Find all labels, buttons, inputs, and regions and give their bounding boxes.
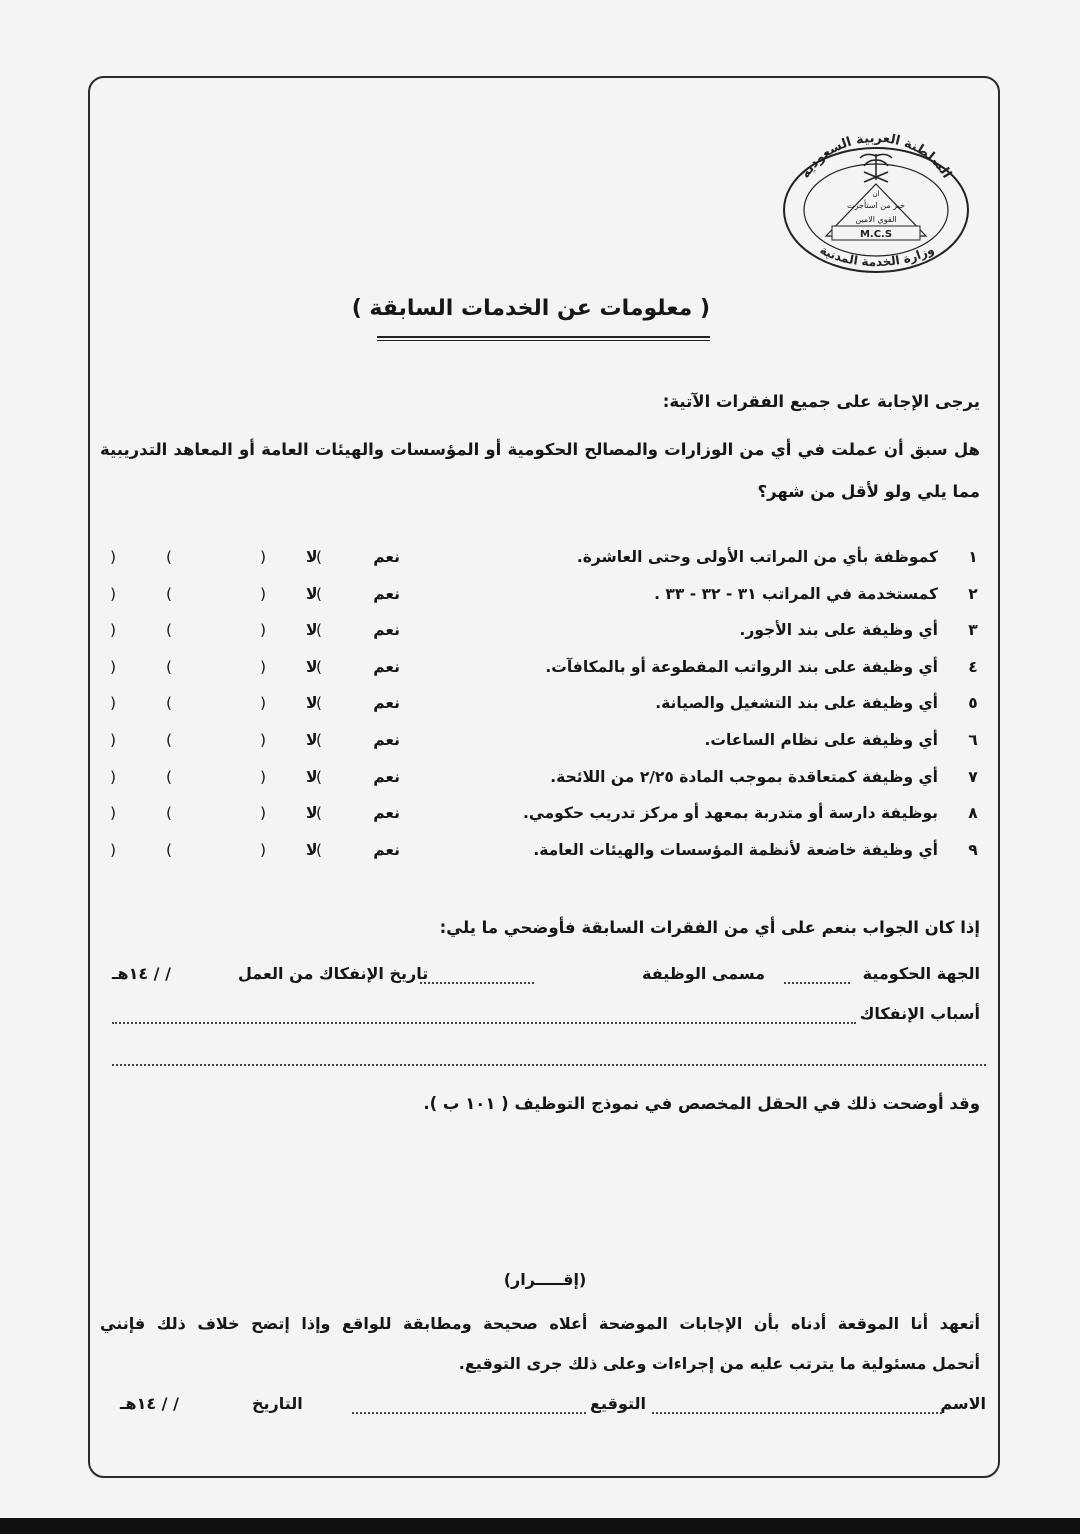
question-row (100, 621, 986, 651)
yes-close-paren: ) (260, 694, 267, 713)
question-number: ٧ (968, 767, 978, 786)
no-answer-box[interactable] (112, 694, 168, 716)
yes-label: نعم (373, 804, 400, 823)
no-open-paren: ( (166, 840, 173, 859)
yes-close-paren: ) (260, 657, 267, 676)
no-label: لا (306, 548, 318, 566)
date-label: التاريخ (252, 1394, 303, 1413)
yes-label: نعم (373, 657, 400, 676)
yes-open-paren: ( (316, 731, 323, 749)
seal-motto-3: القوي الامين (855, 215, 897, 224)
yes-open-paren: ( (316, 548, 323, 566)
yes-open-paren: ( (316, 584, 323, 603)
question-row (100, 548, 986, 578)
no-open-paren: ( (166, 731, 173, 749)
no-answer-box[interactable] (112, 548, 168, 570)
intro-line-3: مما يلي ولو لأقل من شهر؟ (757, 482, 980, 501)
no-label: لا (306, 694, 318, 713)
question-row (100, 804, 986, 834)
name-field[interactable] (652, 1412, 942, 1414)
yes-close-paren: ) (260, 584, 267, 603)
job-title-field[interactable] (420, 982, 534, 984)
question-text: بوظيفة دارسة أو متدربة بمعهد أو مركز تدريب حكومي. (523, 804, 938, 823)
no-open-paren: ( (166, 657, 173, 676)
intro-line-1: يرجى الإجابة على جميع الفقرات الآتية: (662, 392, 980, 411)
form-101b-note: وقد أوضحت ذلك في الحقل المخصص في نموذج التوظيف ( ١٠١ ب ). (423, 1094, 980, 1113)
yes-close-paren: ) (260, 731, 267, 749)
no-label: لا (306, 731, 318, 749)
no-answer-box[interactable] (112, 841, 168, 863)
yes-open-paren: ( (316, 840, 323, 859)
yes-close-paren: ) (260, 840, 267, 859)
ministry-seal (776, 124, 976, 274)
no-close-paren: ) (110, 548, 117, 566)
yes-label: نعم (373, 767, 400, 786)
yes-open-paren: ( (316, 694, 323, 713)
declaration-line-1: أتعهد أنا الموقعة أدناه بأن الإجابات الموضحة أعلاه صحيحة ومطابقة للواقع وإذا إتضح خلاف ذلك فإنني (100, 1314, 980, 1333)
no-close-paren: ) (110, 804, 117, 823)
yes-close-paren: ) (260, 621, 267, 640)
yes-label: نعم (373, 621, 400, 640)
seal-bottom-text: وزارة الخدمة المدنية (817, 242, 937, 270)
seal-top-text: السلطنة العربية السعودية (797, 130, 955, 182)
no-label: لا (306, 584, 318, 603)
yes-close-paren: ) (260, 804, 267, 823)
question-text: أي وظيفة على نظام الساعات. (704, 731, 938, 749)
yes-label: نعم (373, 548, 400, 566)
yes-close-paren: ) (260, 548, 267, 566)
no-open-paren: ( (166, 621, 173, 640)
seal-abbr: M.C.S (859, 229, 893, 240)
if-yes-instruction: إذا كان الجواب بنعم على أي من الفقرات السابقة فأوضحي ما يلي: (439, 918, 980, 937)
title-underline-2 (377, 340, 710, 341)
yes-open-paren: ( (316, 804, 323, 823)
question-number: ٢ (968, 584, 978, 603)
name-label: الاسم (940, 1394, 986, 1413)
yes-open-paren: ( (316, 767, 323, 786)
question-text: كمستخدمة في المراتب ٣١ - ٣٢ - ٣٣ . (654, 584, 938, 603)
no-label: لا (306, 657, 318, 676)
no-open-paren: ( (166, 584, 173, 603)
no-answer-box[interactable] (112, 585, 168, 607)
seal-motto-2: خير من استأجرت (847, 201, 905, 210)
declaration-heading: (إقـــــرار) (503, 1270, 587, 1289)
question-row (100, 658, 986, 688)
no-answer-box[interactable] (112, 658, 168, 680)
question-number: ٨ (968, 804, 978, 823)
no-close-paren: ) (110, 621, 117, 640)
yes-close-paren: ) (260, 767, 267, 786)
question-number: ٦ (968, 731, 978, 749)
no-close-paren: ) (110, 657, 117, 676)
title-underline (377, 336, 710, 338)
signature-label: التوقيع (590, 1394, 646, 1413)
question-row (100, 768, 986, 798)
gov-entity-label: الجهة الحكومية (862, 964, 980, 983)
no-close-paren: ) (110, 731, 117, 749)
question-number: ٥ (968, 694, 978, 713)
signature-field[interactable] (352, 1412, 586, 1414)
no-open-paren: ( (166, 548, 173, 566)
no-close-paren: ) (110, 767, 117, 786)
no-close-paren: ) (110, 584, 117, 603)
scan-bottom-edge (0, 1518, 1080, 1534)
yes-label: نعم (373, 584, 400, 603)
question-row (100, 731, 986, 761)
separation-date-field[interactable]: / / ١٤هـ (112, 964, 171, 983)
yes-label: نعم (373, 694, 400, 713)
question-text: أي وظيفة كمتعاقدة بموجب المادة ٢/٢٥ من اللائحة. (550, 767, 938, 786)
question-number: ١ (968, 548, 978, 566)
no-open-paren: ( (166, 694, 173, 713)
no-label: لا (306, 840, 318, 859)
question-text: أي وظيفة على بند الرواتب المقطوعة أو بالمكافآت. (545, 657, 938, 676)
gov-entity-field[interactable] (784, 982, 850, 984)
page-title: ( معلومات عن الخدمات السابقة ) (351, 296, 710, 321)
intro-line-2: هل سبق أن عملت في أي من الوزارات والمصالح الحكومية أو المؤسسات والهيئات العامة أو المعاهد التدريبية (100, 440, 980, 459)
question-text: أي وظيفة خاضعة لأنظمة المؤسسات والهيئات العامة. (533, 840, 938, 859)
separation-reasons-label: أسباب الإنفكاك (859, 1004, 980, 1023)
yes-open-paren: ( (316, 621, 323, 640)
yes-open-paren: ( (316, 657, 323, 676)
declaration-line-2: أتحمل مسئولية ما يترتب عليه من إجراءات وعلى ذلك جرى التوقيع. (458, 1354, 980, 1373)
question-row (100, 585, 986, 615)
question-row (100, 694, 986, 724)
separation-reasons-field[interactable] (112, 1022, 856, 1024)
no-label: لا (306, 767, 318, 786)
question-text: كموظفة بأي من المراتب الأولى وحتى العاشرة. (576, 548, 938, 566)
question-text: أي وظيفة على بند التشغيل والصيانة. (655, 694, 938, 713)
no-label: لا (306, 621, 318, 640)
no-close-paren: ) (110, 840, 117, 859)
no-open-paren: ( (166, 804, 173, 823)
date-field[interactable]: / / ١٤هـ (120, 1394, 179, 1413)
question-text: أي وظيفة على بند الأجور. (739, 621, 938, 640)
no-answer-box[interactable] (112, 768, 168, 790)
separation-date-label: تاريخ الإنفكاك من العمل (238, 964, 429, 983)
seal-motto-1: ان (872, 190, 880, 198)
no-answer-box[interactable] (112, 804, 168, 826)
job-title-label: مسمى الوظيفة (642, 964, 766, 983)
no-label: لا (306, 804, 318, 823)
yes-label: نعم (373, 840, 400, 859)
question-number: ٤ (968, 657, 978, 676)
no-answer-box[interactable] (112, 621, 168, 643)
yes-label: نعم (373, 731, 400, 749)
no-open-paren: ( (166, 767, 173, 786)
question-row (100, 841, 986, 871)
no-close-paren: ) (110, 694, 117, 713)
question-number: ٩ (968, 840, 978, 859)
palm-swords-icon (860, 154, 892, 182)
question-number: ٣ (968, 621, 978, 640)
separation-reasons-field-2[interactable] (112, 1064, 986, 1066)
no-answer-box[interactable] (112, 731, 168, 753)
